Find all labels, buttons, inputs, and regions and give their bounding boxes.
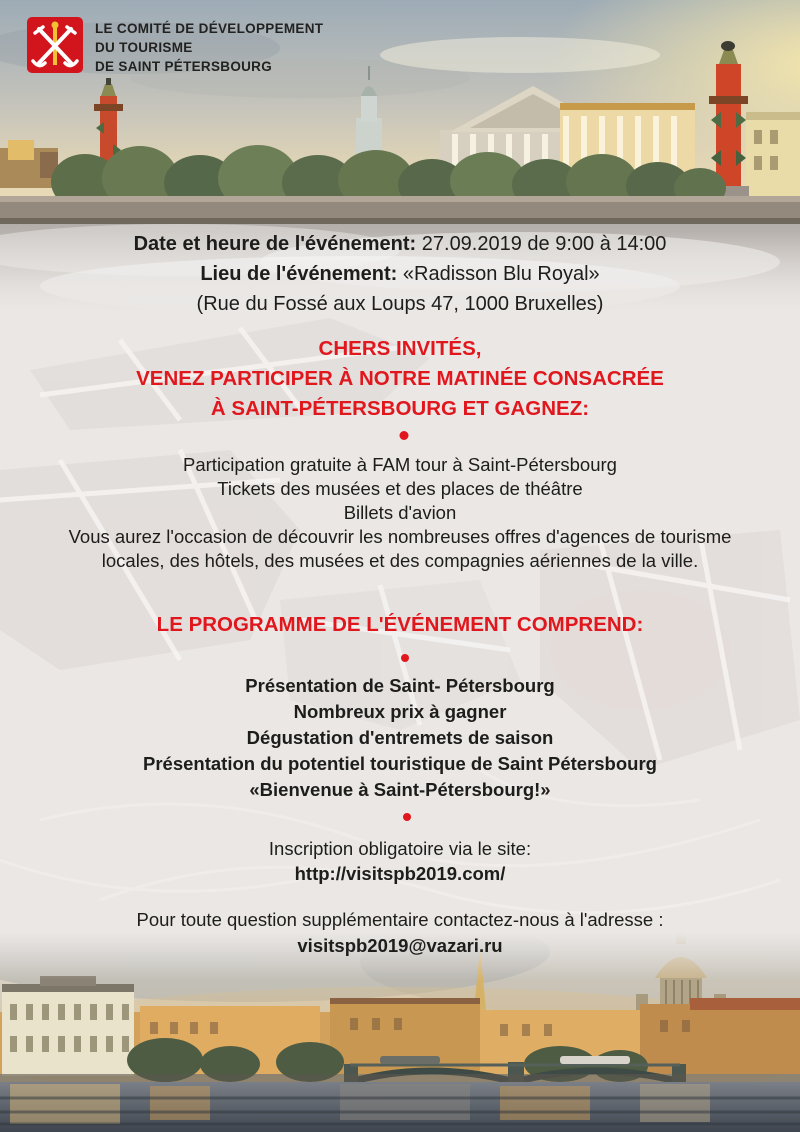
program-item-3: Dégustation d'entremets de saison (246, 727, 554, 748)
red-bullet-dot (400, 431, 409, 440)
program-item-4: Présentation du potentiel touristique de Saint Pétersbourg (143, 753, 657, 774)
event-date-line (0, 229, 800, 259)
program-items (0, 673, 800, 803)
program-item-1: Présentation de Saint- Pétersbourg (245, 675, 555, 696)
invitation-headline (0, 334, 800, 424)
committee-title-line-3: DE SAINT PÉTERSBOURG (95, 59, 273, 74)
benefits-list (0, 453, 800, 573)
registration-section (0, 836, 800, 886)
event-place-line (0, 259, 800, 289)
benefit-line-4: Vous aurez l'occasion de découvrir les nombreuses offres d'agences de tourisme (68, 526, 732, 547)
contact-email-link[interactable]: visitspb2019@vazari.ru (297, 935, 503, 956)
red-bullet-dot (401, 654, 409, 662)
registration-intro: Inscription obligatoire via le site: (268, 838, 532, 859)
program-item-2: Nombreux prix à gagner (293, 701, 507, 722)
event-info (0, 229, 800, 319)
invitation-line-2: VENEZ PARTICIPER À NOTRE MATINÉE CONSACRÉE (136, 367, 664, 390)
committee-title-line-2: DU TOURISME (95, 40, 193, 55)
contact-section (0, 907, 800, 959)
event-address-line: (Rue du Fossé aux Loups 47, 1000 Bruxelles) (196, 293, 604, 315)
benefit-line-2: Tickets des musées et des places de théâtre (217, 478, 583, 499)
right-embankment-building (746, 112, 800, 208)
benefit-line-3: Billets d'avion (343, 502, 457, 523)
invitation-line-1: CHERS INVITÉS, (318, 337, 482, 360)
event-date-label: Date et heure de l'événement: (133, 233, 417, 255)
committee-title-line-1: LE COMITÉ DE DÉVELOPPEMENT (95, 21, 324, 36)
benefit-line-1: Participation gratuite à FAM tour à Saint-Pétersbourg (183, 454, 617, 475)
program-title: LE PROGRAMME DE L'ÉVÉNEMENT COMPREND: (156, 613, 644, 636)
event-place-label: Lieu de l'événement: (200, 263, 398, 285)
program-item-5: «Bienvenue à Saint-Pétersbourg!» (249, 779, 551, 800)
event-place-value: «Radisson Blu Royal» (397, 263, 600, 285)
contact-intro: Pour toute question supplémentaire contactez-nous à l'adresse : (136, 909, 664, 930)
registration-url-link[interactable]: http://visitspb2019.com/ (294, 863, 506, 884)
winter-palace (2, 976, 134, 1076)
invitation-line-3: À SAINT-PÉTERSBOURG ET GAGNEZ: (210, 397, 590, 420)
saint-petersburg-coat-of-arms-logo (27, 17, 83, 75)
red-bullet-dot (403, 813, 411, 821)
bottom-photo-cityscape (0, 932, 800, 1132)
committee-brand (27, 17, 323, 76)
benefit-line-5: locales, des hôtels, des musées et des compagnies aériennes de la ville. (101, 550, 699, 571)
event-date-value: 27.09.2019 de 9:00 à 14:00 (416, 233, 667, 255)
